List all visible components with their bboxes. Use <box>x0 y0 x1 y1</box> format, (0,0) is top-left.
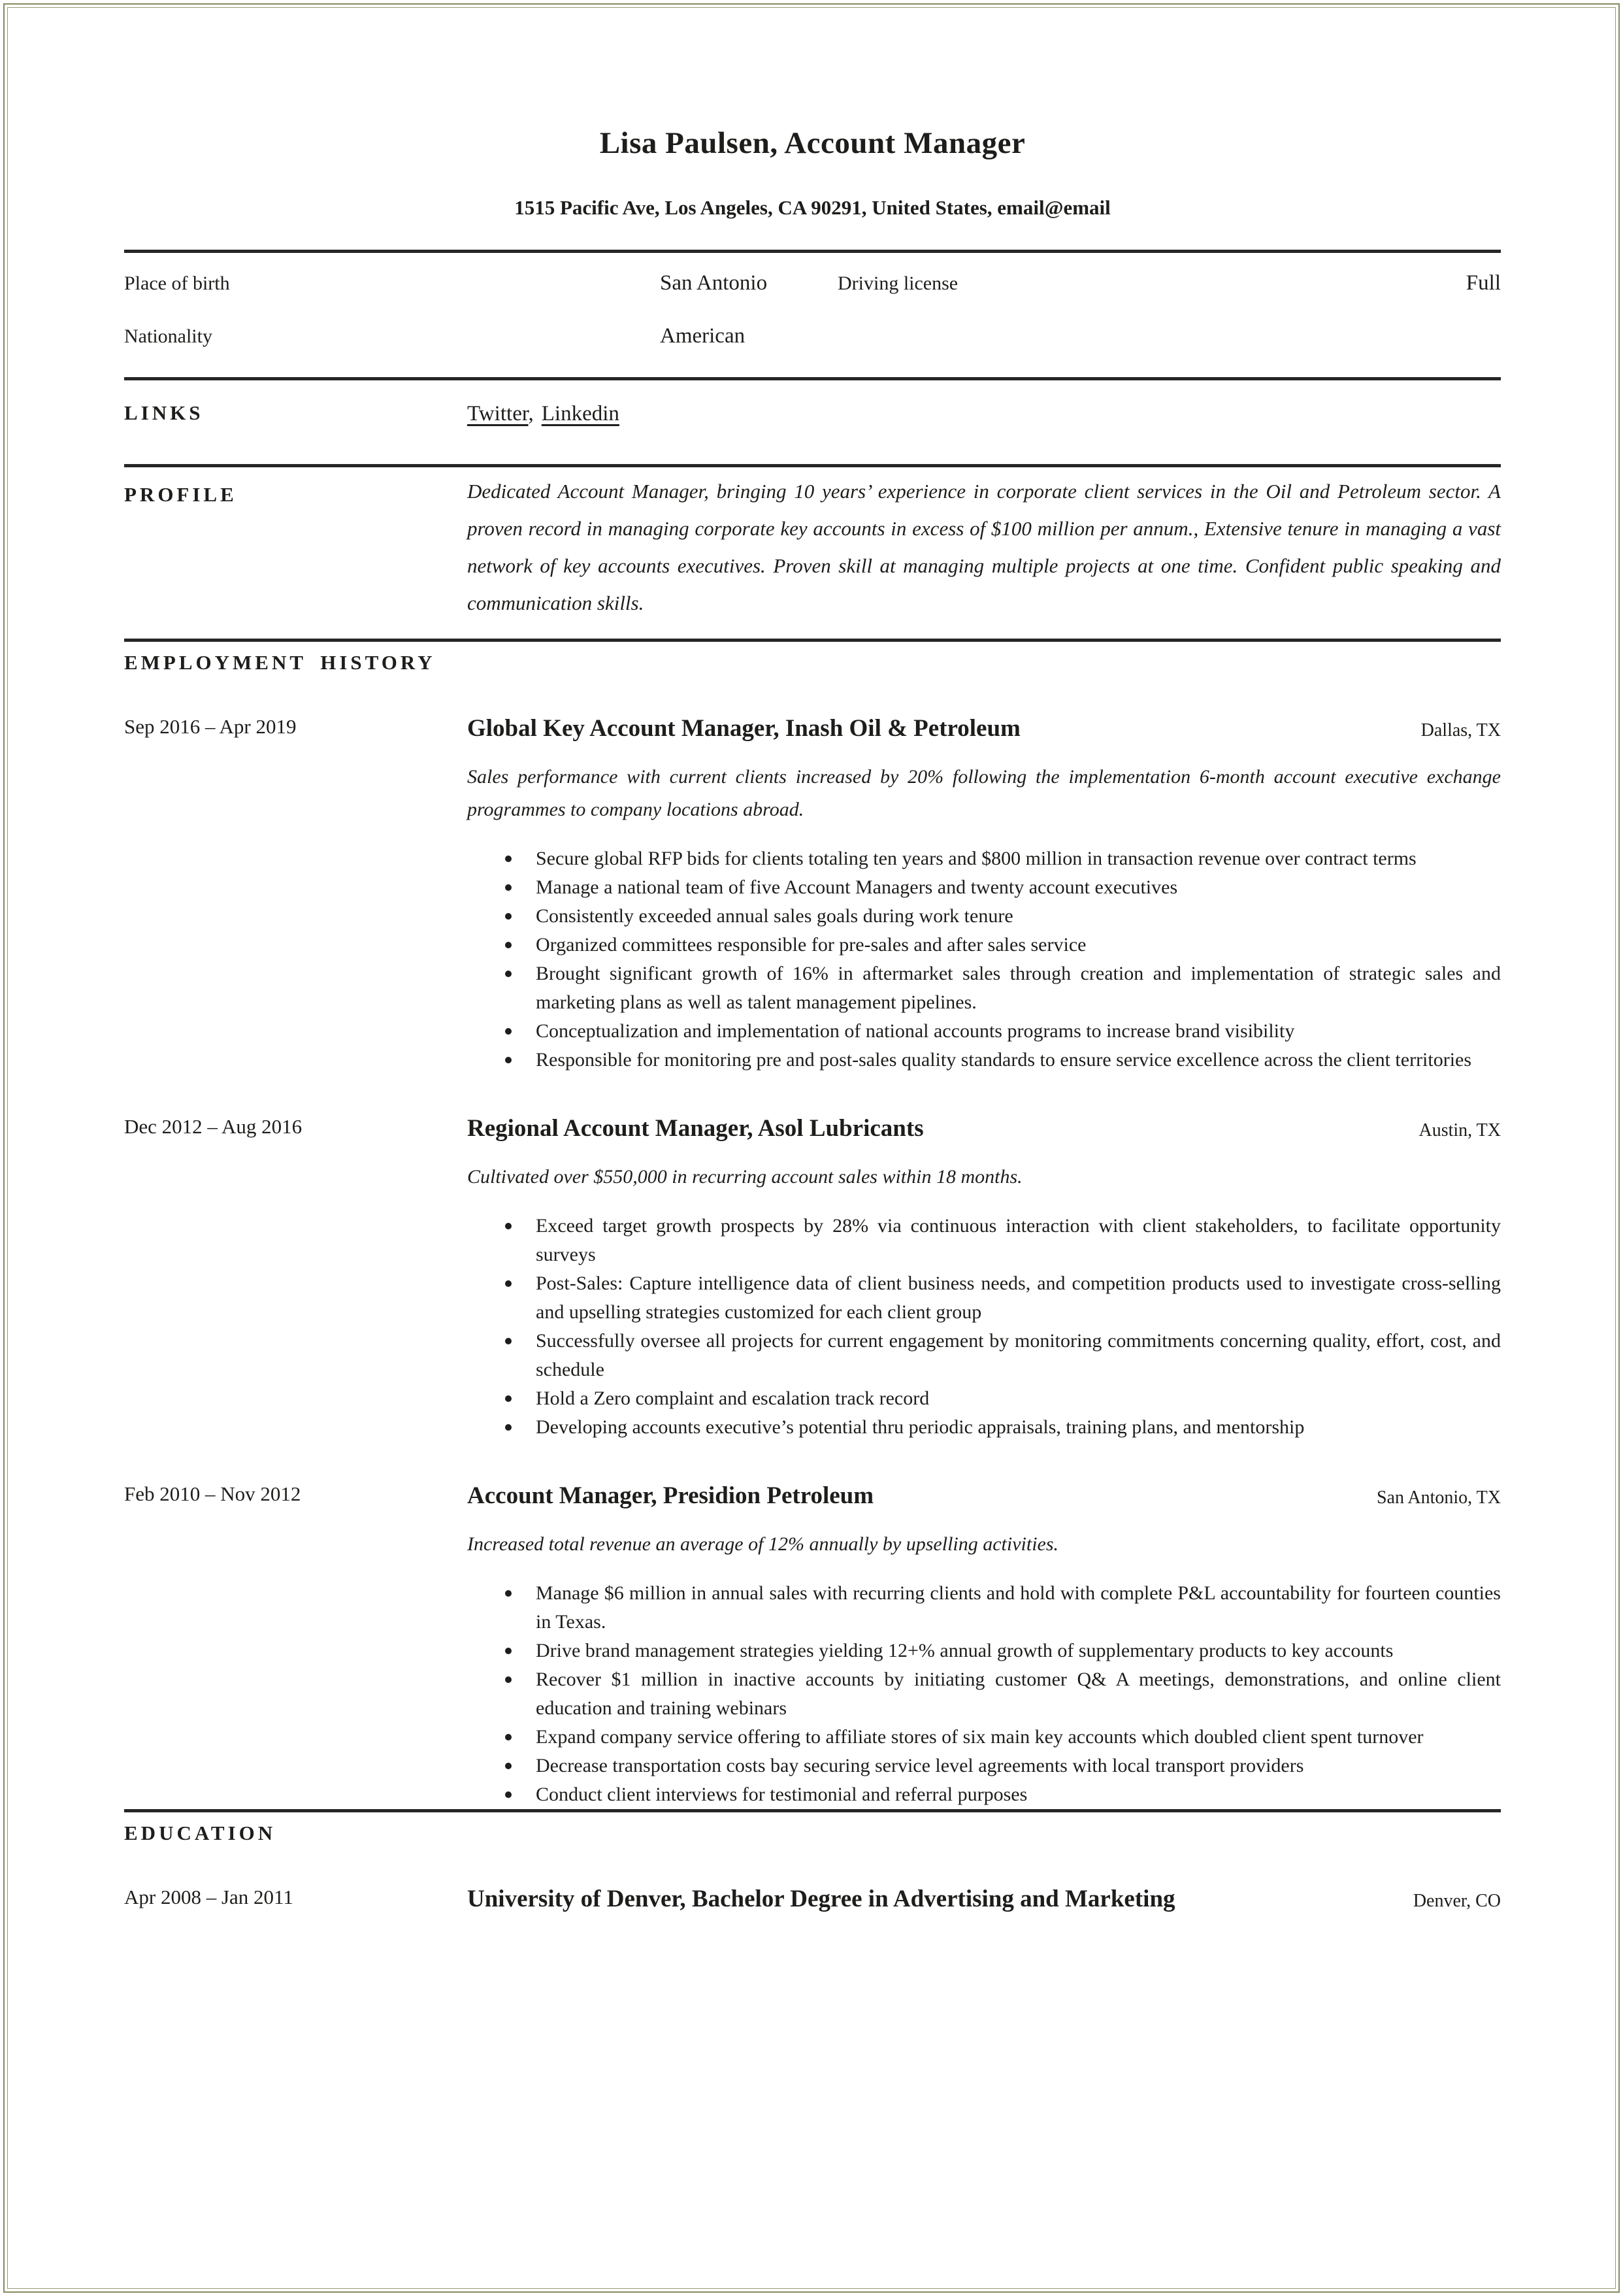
job-summary: Sales performance with current clients increased by 20% following the implementation 6-month account executive exchange programmes to company locations abroad. <box>467 766 1501 820</box>
section-heading-links: LINKS <box>124 401 204 424</box>
job-dates: Dec 2012 – Aug 2016 <box>124 1115 303 1138</box>
job-summary: Cultivated over $550,000 in recurring account sales within 18 months. <box>467 1166 1023 1188</box>
bullet-item: Decrease transportation costs bay securing service level agreements with local transport providers <box>467 1752 1501 1780</box>
education-main <box>467 1882 1501 1917</box>
job-location: Austin, TX <box>1418 1120 1501 1140</box>
bullet-item: Post-Sales: Capture intelligence data of client business needs, and competition products used to investigate cross-selling and upselling strategies customized for each client group <box>467 1269 1501 1327</box>
job-title: Global Key Account Manager, Inash Oil & Petroleum <box>467 715 1021 742</box>
job-header <box>467 1478 1501 1514</box>
job-entry <box>124 1478 1501 1809</box>
bullet-item: Organized committees responsible for pre-sales and after sales service <box>467 931 1501 959</box>
job-entry <box>124 1111 1501 1442</box>
education-dates: Apr 2008 – Jan 2011 <box>124 1886 293 1908</box>
bullet-item: Secure global RFP bids for clients totaling ten years and $800 million in transaction revenue over contract terms <box>467 844 1501 873</box>
job-title: Account Manager, Presidion Petroleum <box>467 1482 874 1509</box>
bullet-item: Recover $1 million in inactive accounts by initiating customer Q& A meetings, demonstrations, and online client education and training webinars <box>467 1665 1501 1723</box>
education-entry <box>124 1882 1501 1917</box>
section-heading-education: EDUCATION <box>124 1822 276 1844</box>
profile-section <box>124 467 1501 639</box>
education-title: University of Denver, Bachelor Degree in Advertising and Marketing <box>467 1886 1175 1912</box>
links-list <box>467 401 1501 426</box>
name-title: Lisa Paulsen, Account Manager <box>599 126 1026 160</box>
link-linkedin[interactable]: Linkedin <box>541 402 619 425</box>
employment-section <box>124 642 1501 1809</box>
bullet-item: Developing accounts executive’s potential thru periodic appraisals, training plans, and mentorship <box>467 1413 1501 1442</box>
bullet-item: Responsible for monitoring pre and post-sales quality standards to ensure service excellence across the client territories <box>467 1046 1501 1074</box>
education-header <box>467 1882 1501 1917</box>
links-section <box>124 380 1501 464</box>
detail-label-nationality: Nationality <box>124 325 212 347</box>
education-location: Denver, CO <box>1413 1891 1501 1911</box>
bullet-item: Manage a national team of five Account Managers and twenty account executives <box>467 873 1501 902</box>
education-section <box>124 1812 1501 1917</box>
bullet-item: Expand company service offering to affiliate stores of six main key accounts which doubled client spent turnover <box>467 1723 1501 1752</box>
detail-value-nationality: American <box>660 324 746 348</box>
job-main <box>467 1478 1501 1809</box>
job-entry <box>124 711 1501 1074</box>
job-location: San Antonio, TX <box>1376 1488 1501 1508</box>
section-heading-profile: PROFILE <box>124 483 237 506</box>
job-main <box>467 711 1501 1074</box>
job-location: Dallas, TX <box>1420 720 1501 740</box>
job-main <box>467 1111 1501 1442</box>
job-title: Regional Account Manager, Asol Lubricants <box>467 1115 924 1142</box>
job-header <box>467 711 1501 746</box>
bullet-item: Conduct client interviews for testimonial and referral purposes <box>467 1780 1501 1809</box>
profile-text: Dedicated Account Manager, bringing 10 years’ experience in corporate client services in the Oil and Petroleum sector. A proven record in managing corporate key accounts in excess of $100 million per annum., Extensive tenure in managing a vast network of key accounts executives. Proven skill at managing multiple projects at one time. Confident public speaking and communication skills. <box>467 480 1501 614</box>
address-line: 1515 Pacific Ave, Los Angeles, CA 90291, United States, email@email <box>514 196 1111 219</box>
detail-label-driving-license: Driving license <box>838 273 959 294</box>
link-twitter[interactable]: Twitter <box>467 402 529 425</box>
bullet-item: Manage $6 million in annual sales with recurring clients and hold with complete P&L accountability for fourteen counties in Texas. <box>467 1579 1501 1637</box>
bullet-item: Conceptualization and implementation of national accounts programs to increase brand visibility <box>467 1017 1501 1046</box>
job-dates: Sep 2016 – Apr 2019 <box>124 715 297 738</box>
job-summary: Increased total revenue an average of 12% annually by upselling activities. <box>467 1533 1059 1555</box>
bullet-item: Successfully oversee all projects for current engagement by monitoring commitments concerning quality, effort, cost, and schedule <box>467 1327 1501 1384</box>
bullet-item: Hold a Zero complaint and escalation track record <box>467 1384 1501 1413</box>
job-header <box>467 1111 1501 1146</box>
bullet-item: Drive brand management strategies yielding 12+% annual growth of supplementary products to key accounts <box>467 1637 1501 1665</box>
job-bullets <box>467 844 1501 1074</box>
detail-label-place-of-birth: Place of birth <box>124 273 230 294</box>
job-bullets <box>467 1212 1501 1442</box>
job-bullets <box>467 1579 1501 1809</box>
section-heading-employment: EMPLOYMENT HISTORY <box>124 651 436 674</box>
link-separator: , <box>528 402 534 425</box>
detail-value-driving-license: Full <box>1466 271 1501 295</box>
bullet-item: Consistently exceeded annual sales goals during work tenure <box>467 902 1501 931</box>
personal-details <box>124 253 1501 377</box>
bullet-item: Brought significant growth of 16% in aftermarket sales through creation and implementation of strategic sales and marketing plans as well as talent management pipelines. <box>467 959 1501 1017</box>
bullet-item: Exceed target growth prospects by 28% via continuous interaction with client stakeholders, to facilitate opportunity surveys <box>467 1212 1501 1269</box>
detail-value-place-of-birth: San Antonio <box>660 271 768 295</box>
job-dates: Feb 2010 – Nov 2012 <box>124 1482 301 1505</box>
